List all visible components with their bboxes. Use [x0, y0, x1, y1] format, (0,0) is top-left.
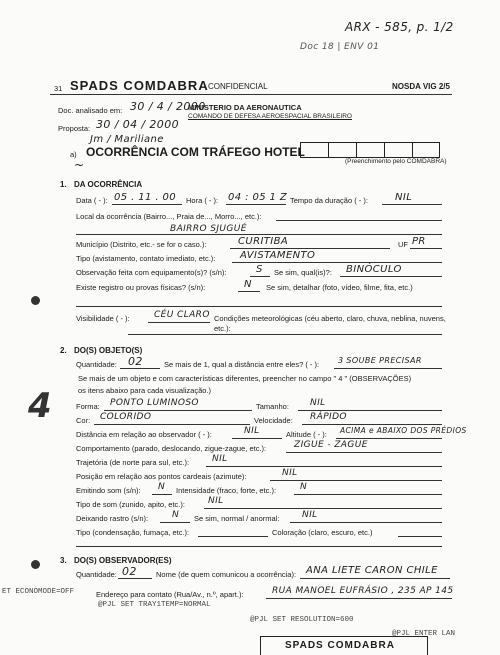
cor-label: Cor:	[76, 416, 91, 425]
note-line2: os itens abaixo para cada visualização.)	[78, 386, 211, 395]
forma-label: Forma:	[76, 402, 100, 411]
section3-number: 3.	[60, 556, 67, 565]
quantidade-label: Quantidade:	[76, 360, 117, 369]
tamanho-value: NIL	[310, 398, 326, 408]
distancia-value: 3 SOUBE PRECISAR	[338, 356, 422, 365]
endereco-label: Endereço para contato (Rua/Av., n.º, apart.):	[96, 590, 244, 599]
registro-detail-label: Se sim, detalhar (foto, vídeo, filme, fita, etc.)	[266, 283, 413, 292]
obs-quantidade-value: 02	[122, 565, 137, 578]
municipio-label: Município (Distrito, etc.- se for o caso.):	[76, 240, 207, 249]
duracao-label: Tempo da duração ( - ):	[290, 196, 368, 205]
rastro-sim-label: Se sim, normal / anormal:	[194, 514, 280, 523]
obs-quantidade-label: Quantidade:	[76, 570, 117, 579]
initials-scribble: ~	[74, 158, 85, 172]
analyzed-label: Doc. analisado em:	[58, 106, 123, 115]
section1-title: DA OCORRÊNCIA	[74, 180, 143, 189]
overprint-line1: ET ECONOMODE=OFF	[2, 588, 75, 596]
overprint-line2: @PJL SET TRAY1TEMP=NORMAL	[98, 601, 211, 609]
section1-number: 1.	[60, 180, 67, 189]
proposta-label: Proposta:	[58, 124, 91, 133]
rastro-label: Deixando rastro (s/n):	[76, 514, 149, 523]
local-label: Local da ocorrência (Bairro..., Praia de..., Morro..., etc.):	[76, 212, 262, 221]
trajetoria-value: NIL	[212, 454, 228, 464]
margin-note: 4	[28, 386, 53, 426]
hora-label: Hora ( - ):	[186, 196, 219, 205]
form-title: OCORRÊNCIA COM TRÁFEGO HOTEL	[86, 145, 305, 159]
hora-value: 04 : 05 1 Z	[228, 192, 288, 203]
punch-hole-bottom	[31, 560, 40, 569]
data-value: 05 . 11 . 00	[114, 192, 177, 203]
comportamento-value: ZIGUE - ZAGUE	[294, 440, 368, 450]
comportamento-label: Comportamento (parado, deslocando, zigue-zague, etc.):	[76, 444, 267, 453]
section2-number: 2.	[60, 346, 67, 355]
trajetoria-label: Trajetória (de norte para sul, etc.):	[76, 458, 190, 467]
velocidade-label: Velocidade:	[254, 416, 293, 425]
endereco-value: RUA MANOEL EUFRÁSIO , 235 AP 145	[272, 586, 454, 596]
rastro-sim-value: NIL	[302, 510, 318, 520]
velocidade-value: RÁPIDO	[310, 412, 347, 422]
altitude-value: ACIMA e ABAIXO DOS PRÉDIOS	[340, 426, 467, 435]
tipo-som-label: Tipo de som (zunido, apito, etc.):	[76, 500, 185, 509]
nome-label: Nome (de quem comunicou a ocorrência):	[156, 570, 297, 579]
tamanho-label: Tamanho:	[256, 402, 289, 411]
registro-value: N	[244, 279, 252, 290]
distancia-label: Se mais de 1, qual a distância entre eles? ( - ):	[164, 360, 320, 369]
tipo-value: AVISTAMENTO	[240, 250, 316, 261]
coloracao-label: Coloração (claro, escuro, etc.)	[272, 528, 373, 537]
visibilidade-label: Visibilidade ( - ):	[76, 314, 130, 323]
obs-value: S	[256, 264, 263, 275]
comdabra-fill-box	[300, 142, 440, 158]
posicao-label: Posição em relação aos pontos cardeais (azimute):	[76, 472, 247, 481]
footer-stamp: SPADS COMDABRA	[285, 640, 395, 651]
local-value: BAIRRO SJUGUÉ	[170, 224, 247, 234]
system-name: SPADS COMDABRA	[70, 78, 209, 93]
punch-hole-top	[31, 296, 40, 305]
uf-label: UF	[398, 240, 408, 249]
command-name: COMANDO DE DEFESA AEROESPACIAL BRASILEIRO	[188, 113, 352, 120]
ministry-name: MINISTERIO DA AERONAUTICA	[188, 103, 302, 112]
tipo-som-value: NIL	[208, 496, 224, 506]
item-prefix: a)	[70, 150, 77, 159]
section3-title: DO(S) OBSERVADOR(ES)	[74, 556, 172, 565]
municipio-value: CURITIBA	[238, 236, 289, 247]
posicao-value: NIL	[282, 468, 298, 478]
emitindo-label: Emitindo som (s/n):	[76, 486, 141, 495]
signature: Jm / Mariliane	[90, 134, 164, 145]
tipo-label: Tipo (avistamento, contato imediato, etc.):	[76, 254, 216, 263]
registro-label: Existe registro ou provas físicas? (s/n):	[76, 283, 206, 292]
archive-reference: ARX - 585, p. 1/2	[345, 20, 454, 34]
obs-qual-value: BINÓCULO	[346, 264, 402, 275]
altitude-label: Altitude ( - ):	[286, 430, 327, 439]
proposta-date: 30 / 04 / 2000	[96, 118, 179, 131]
classification-label: CONFIDENCIAL	[208, 82, 268, 91]
distancia-obs-value: NIL	[244, 426, 260, 436]
forma-value: PONTO LUMINOSO	[110, 398, 199, 408]
preench-note: (Preenchimento pelo COMDABRA)	[345, 158, 447, 165]
section2-title: DO(S) OBJETO(S)	[74, 346, 143, 355]
overprint-line3: @PJL SET RESOLUTION=600	[250, 616, 354, 624]
nome-value: ANA LIETE CARON CHILE	[306, 565, 438, 576]
rastro-value: N	[172, 510, 180, 520]
visibilidade-value: CÉU CLARO	[154, 310, 210, 320]
page-number: 31	[54, 84, 63, 93]
uf-value: PR	[412, 236, 426, 247]
data-label: Data ( - ):	[76, 196, 108, 205]
duracao-value: NIL	[395, 192, 413, 203]
footer-stamp-box	[260, 636, 428, 655]
doc-reference: Doc 18 | ENV 01	[300, 42, 380, 52]
intensidade-label: Intensidade (fraco, forte, etc.):	[176, 486, 277, 495]
note-line1: Se mais de um objeto e com características diferentes, preencher no campo " 4 " (OBSERVAÇÕES)	[78, 374, 412, 383]
form-code: NOSDA VIG 2/5	[392, 82, 450, 91]
cor-value: COLORIDO	[100, 412, 152, 422]
tipo-rastro-label: Tipo (condensação, fumaça, etc.):	[76, 528, 190, 537]
overprint-line4: @PJL ENTER LAN	[392, 630, 456, 638]
condicoes-label: Condições meteorológicas (céu aberto, claro, chuva, neblina, nuvens, etc.):	[214, 314, 446, 333]
distancia-obs-label: Distância em relação ao observador ( - ):	[76, 430, 212, 439]
quantidade-value: 02	[128, 355, 143, 368]
intensidade-value: N	[300, 482, 308, 492]
analyzed-date: 30 / 4 / 2000	[130, 100, 206, 113]
obs-qual-label: Se sim, qual(is)?:	[274, 268, 332, 277]
obs-label: Observação feita com equipamento(s)? (s/n):	[76, 268, 227, 277]
emitindo-value: N	[158, 482, 166, 492]
